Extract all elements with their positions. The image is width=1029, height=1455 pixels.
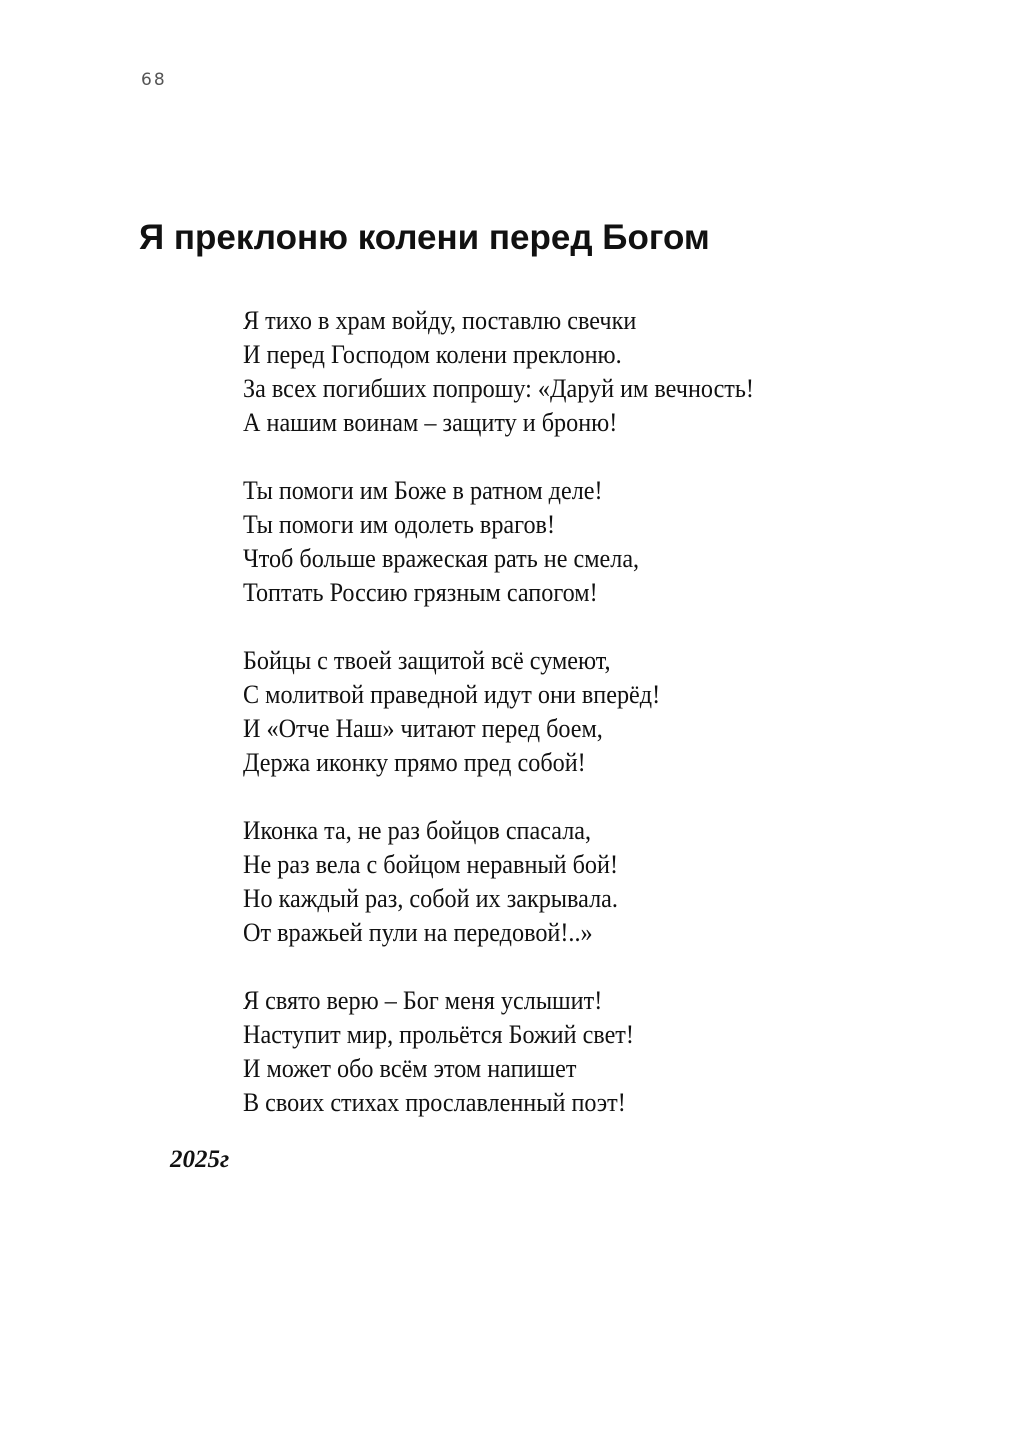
poem-line: И перед Господом колени преклоню. — [243, 340, 622, 369]
poem-line: С молитвой праведной идут они вперёд! — [243, 680, 661, 709]
stanza — [243, 984, 754, 1120]
poem-line: Бойцы с твоей защитой всё сумеют, — [243, 646, 611, 675]
stanza — [243, 304, 754, 440]
poem-line: Ты помоги им Боже в ратном деле! — [243, 476, 603, 505]
poem-line: Ты помоги им одолеть врагов! — [243, 510, 556, 539]
poem-line: Я свято верю – Бог меня услышит! — [243, 986, 603, 1015]
poem-line: Наступит мир, прольётся Божий свет! — [243, 1020, 634, 1049]
page-number: 68 — [141, 70, 167, 90]
poem-line: А нашим воинам – защиту и броню! — [243, 408, 618, 437]
poem-line: В своих стихах прославленный поэт! — [243, 1088, 626, 1117]
poem-line: И «Отче Наш» читают перед боем, — [243, 714, 603, 743]
poem-line: Топтать Россию грязным сапогом! — [243, 578, 598, 607]
poem-year: 2025г — [170, 1146, 230, 1173]
poem-line: Иконка та, не раз бойцов спасала, — [243, 816, 592, 845]
poem-line: Но каждый раз, собой их закрывала. — [243, 884, 618, 913]
poem-line: Держа иконку прямо пред собой! — [243, 748, 586, 777]
poem-line: Я тихо в храм войду, поставлю свечки — [243, 306, 637, 335]
poem-line: За всех погибших попрошу: «Даруй им вечность! — [243, 374, 754, 403]
stanza — [243, 814, 754, 950]
poem-title: Я преклоню колени перед Богом — [139, 218, 710, 257]
stanza — [243, 644, 754, 780]
poem-line: Не раз вела с бойцом неравный бой! — [243, 850, 619, 879]
poem-line: От вражьей пули на передовой!..» — [243, 918, 593, 947]
poem-line: Чтоб больше вражеская рать не смела, — [243, 544, 640, 573]
stanza — [243, 474, 754, 610]
poem-line: И может обо всём этом напишет — [243, 1054, 577, 1083]
poem-body — [243, 304, 754, 1154]
